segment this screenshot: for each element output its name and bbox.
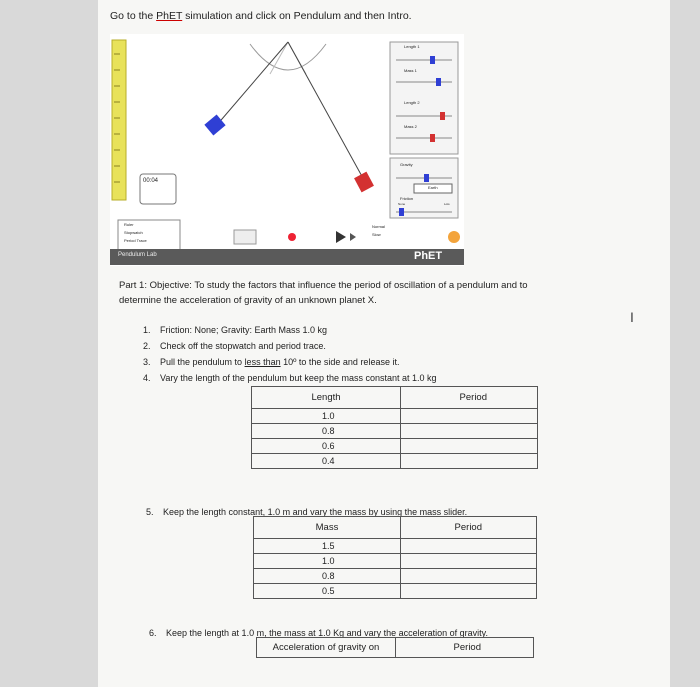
sim-footer (110, 249, 464, 265)
step-2-text: Check off the stopwatch and period trace. (160, 341, 326, 351)
planet-earth: Earth (428, 185, 438, 190)
friction-none: None (398, 202, 406, 206)
pendulum-bob-red (354, 172, 374, 193)
length-period-table (251, 386, 538, 469)
reset-icon (448, 231, 460, 243)
instruction-header: Go to the PhET simulation and click on Pendulum and then Intro. (110, 10, 412, 22)
rate-normal: Normal (372, 224, 385, 229)
table-row-cell: 0.8 (254, 569, 401, 584)
period-input-cell[interactable] (401, 409, 538, 424)
header-period: Period (396, 638, 534, 658)
period-input-cell[interactable] (401, 454, 538, 469)
checkbox-ruler: Ruler (124, 222, 134, 227)
header-length: Length (252, 387, 401, 409)
objective-line-2: determine the acceleration of gravity of an unknown planet X. (119, 295, 377, 306)
pendulum-string-1 (216, 42, 288, 126)
period-input-cell[interactable] (401, 569, 537, 584)
checkbox-stopwatch: Stopwatch (124, 230, 143, 235)
length1-label: Length 1 (404, 44, 420, 49)
step-4-text: Vary the length of the pendulum but keep the mass constant at 1.0 kg (160, 373, 437, 383)
step-6-text: Keep the length at 1.0 m, the mass at 1.0 Kg and vary the acceleration of gravity. (166, 628, 489, 638)
table-row-cell: 1.0 (254, 554, 401, 569)
play-icon (336, 231, 346, 243)
record-icon (288, 233, 296, 241)
gravity-period-table (256, 637, 534, 658)
friction-label: Friction (400, 196, 414, 201)
text-cursor-icon: I (630, 309, 634, 325)
length-mass-panel (390, 42, 458, 154)
step-5-number: 5. (146, 507, 154, 517)
step-3-text: Pull the pendulum to less than 10º to the side and release it. (160, 357, 400, 367)
header-gravity: Acceleration of gravity on (257, 638, 396, 658)
period-input-cell[interactable] (401, 584, 537, 599)
step-3-number: 3. (143, 357, 151, 367)
table-row-cell: 0.8 (252, 424, 401, 439)
ruler (112, 40, 126, 200)
period-input-cell[interactable] (401, 439, 538, 454)
step-4-number: 4. (143, 373, 151, 383)
protractor-arc (250, 44, 326, 70)
mass1-label: Mass 1 (404, 68, 417, 73)
table-row-cell: 0.5 (254, 584, 401, 599)
checkbox-period-trace: Period Trace (124, 238, 147, 243)
period-input-cell[interactable] (401, 554, 537, 569)
toolbox-icon (234, 230, 256, 244)
mass2-label: Mass 2 (404, 124, 417, 129)
step-1-text: Friction: None; Gravity: Earth Mass 1.0 kg (160, 325, 328, 335)
stopwatch-readout: 00:04 (143, 178, 159, 184)
step-6-number: 6. (149, 628, 157, 638)
step-1-number: 1. (143, 325, 151, 335)
phet-word: PhET (156, 10, 183, 22)
length2-label: Length 2 (404, 100, 420, 105)
pendulum-string-2 (288, 42, 364, 180)
table-row-cell: 1.0 (252, 409, 401, 424)
rate-slow: Slow (372, 232, 381, 237)
sim-title: Pendulum Lab (118, 252, 157, 258)
mass-period-table (253, 516, 537, 599)
header-mass: Mass (254, 517, 401, 539)
phet-logo: PhET (414, 250, 443, 262)
pendulum-bob-blue (204, 114, 225, 135)
step-2-number: 2. (143, 341, 151, 351)
step-5-text: Keep the length constant, 1.0 m and vary the mass by using the mass slider. (163, 507, 468, 517)
step-icon (350, 233, 356, 241)
objective-line-1: Part 1: Objective: To study the factors that influence the period of oscillation of a pendulum and to (119, 280, 528, 291)
table-row-cell: 1.5 (254, 539, 401, 554)
table-row-cell: 0.6 (252, 439, 401, 454)
period-input-cell[interactable] (401, 424, 538, 439)
period-input-cell[interactable] (401, 539, 537, 554)
friction-lots: Lots (444, 202, 450, 206)
gravity-label: Gravity (400, 162, 413, 167)
header-period: Period (401, 387, 538, 409)
header-period: Period (401, 517, 537, 539)
table-row-cell: 0.4 (252, 454, 401, 469)
phet-simulation-screenshot (110, 34, 464, 266)
